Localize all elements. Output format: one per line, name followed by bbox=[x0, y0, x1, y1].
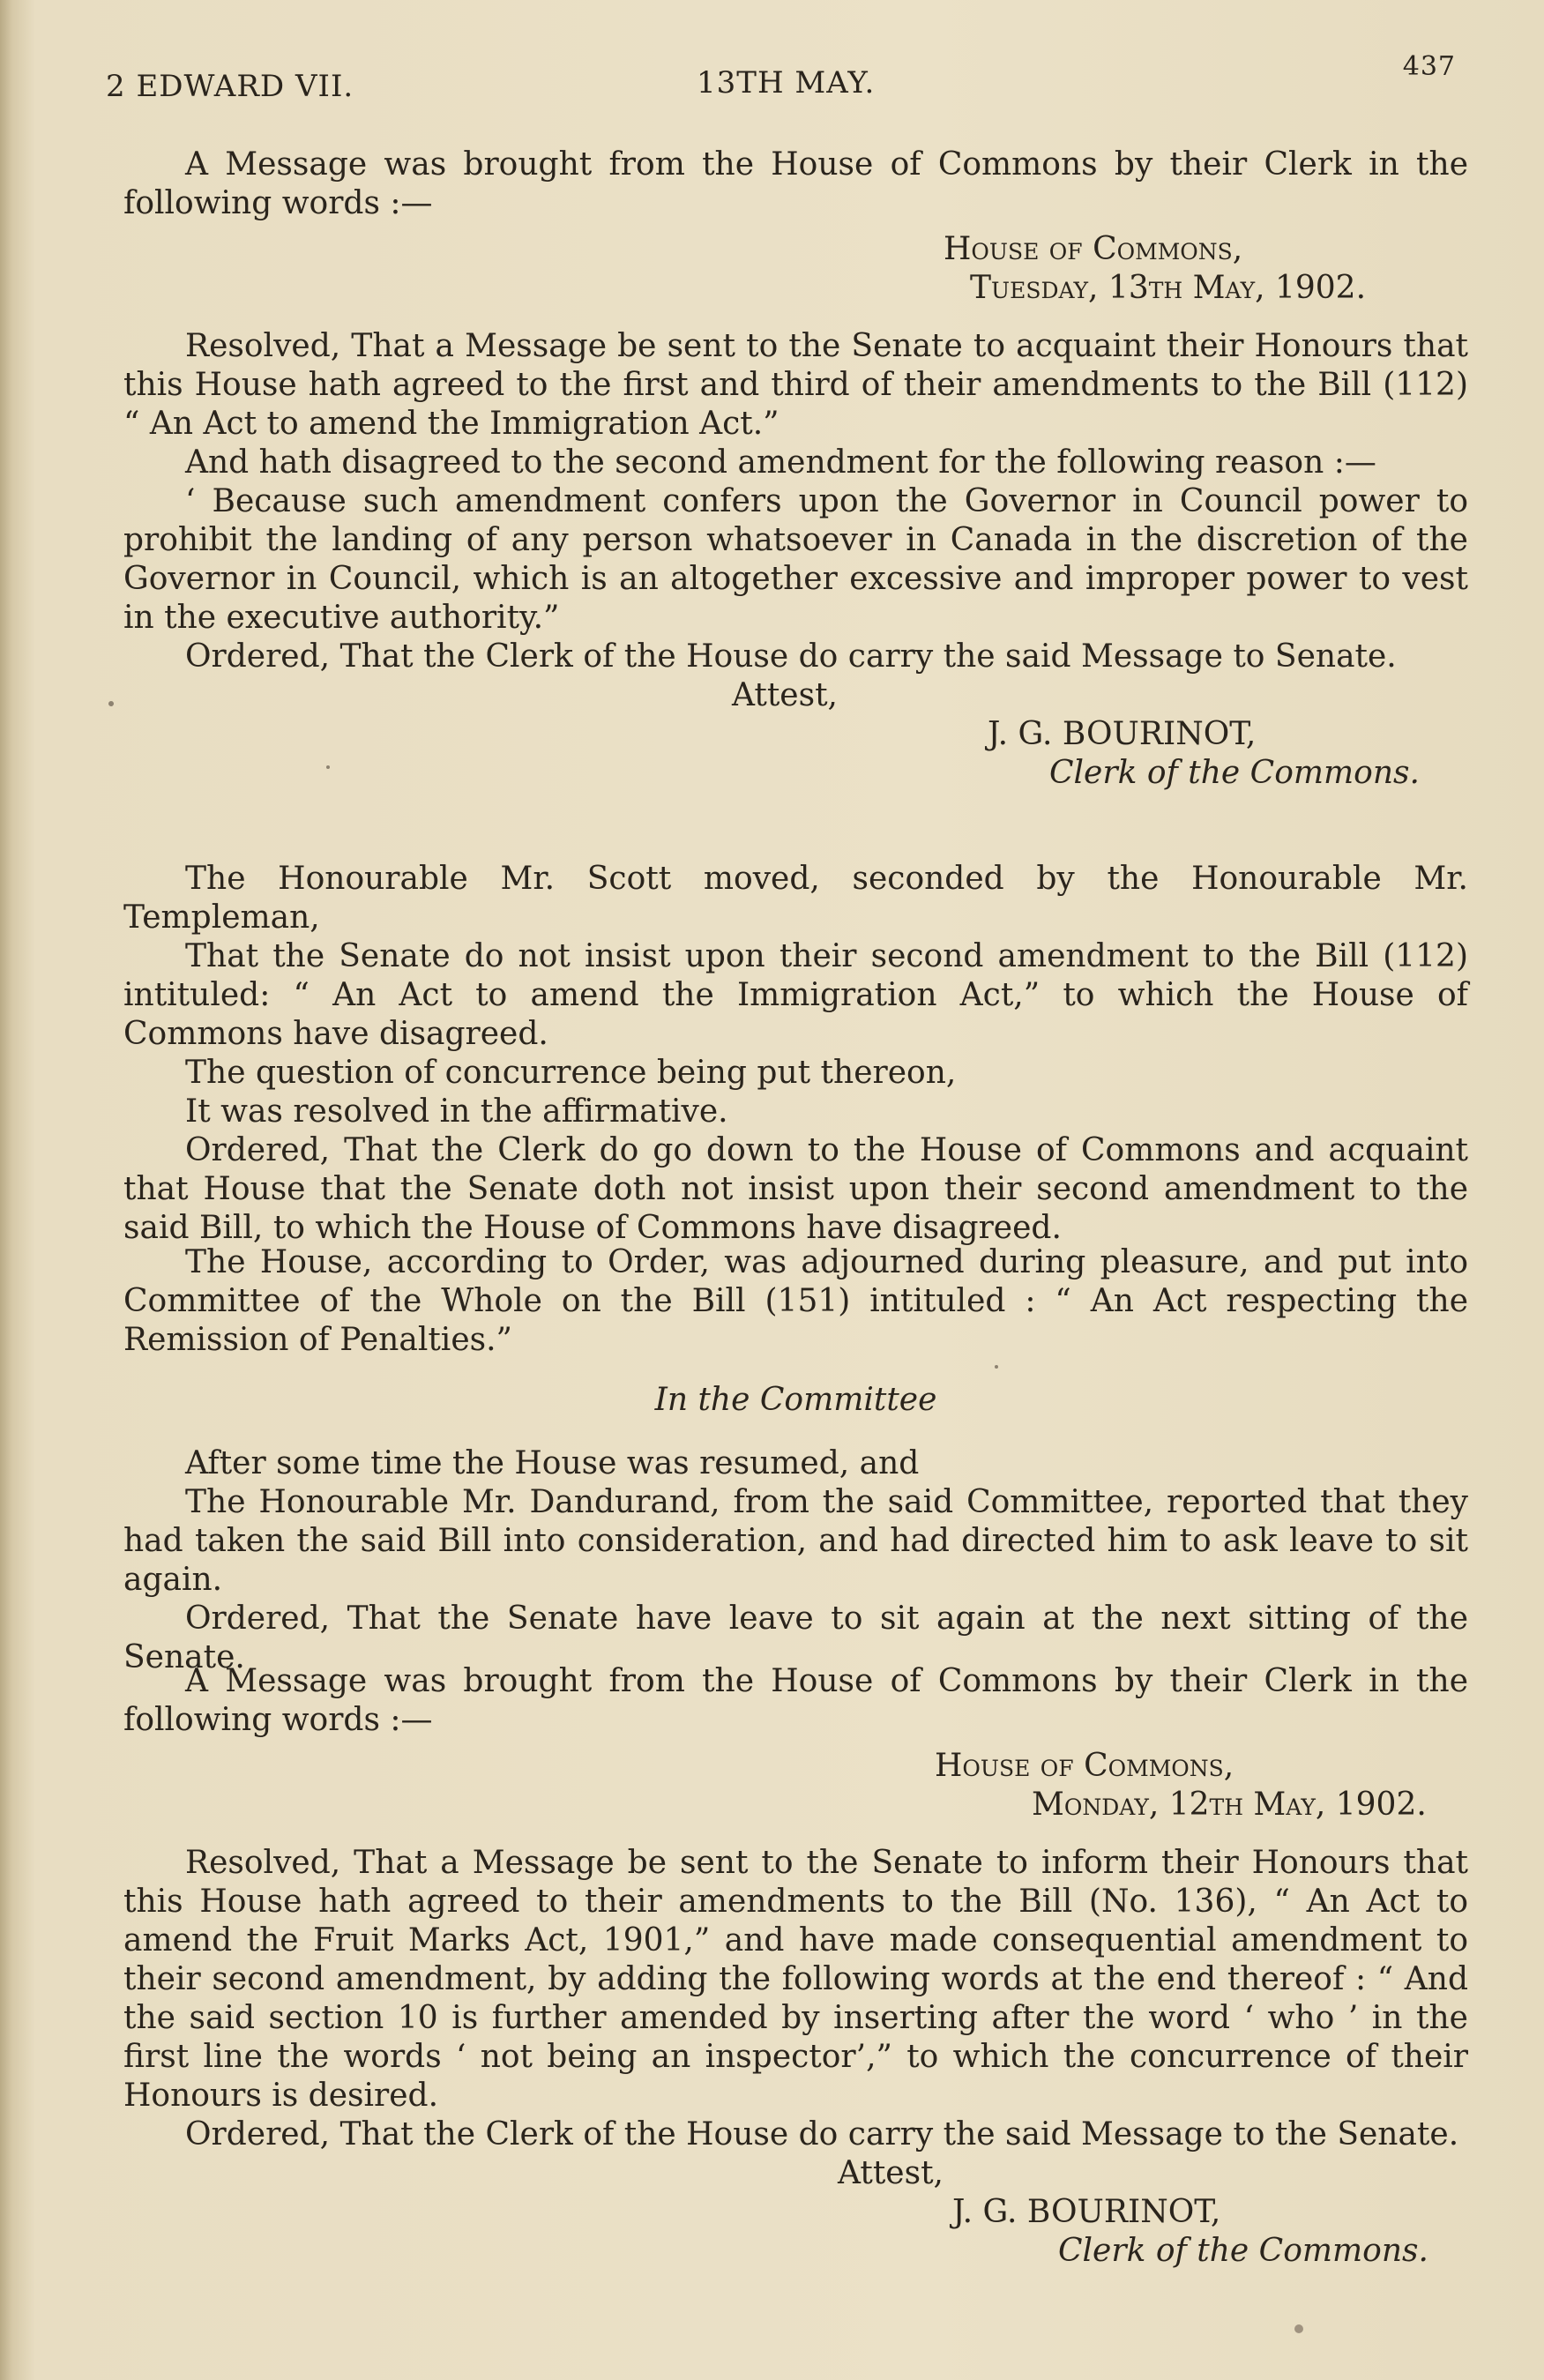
page-number: 437 bbox=[1402, 51, 1456, 82]
header-reign: 2 EDWARD VII. bbox=[106, 69, 354, 104]
message-two-intro: A Message was brought from the House of Commons by their Clerk in the following words :— bbox=[123, 1663, 1468, 1738]
committee-resumed: After some time the House was resumed, and bbox=[185, 1445, 920, 1481]
running-header bbox=[106, 51, 1456, 104]
message-two-signature: J. G. BOURINOT, bbox=[952, 2194, 1221, 2230]
paper-speck bbox=[326, 765, 330, 769]
header-date: 13TH MAY. bbox=[697, 65, 876, 101]
motion-moved: The Honourable Mr. Scott moved, seconded by the Honourable Mr. Templeman, bbox=[123, 861, 1468, 936]
message-one-resolved: Resolved, That a Message be sent to the Senate to acquaint their Honours that this House hath agreed to the first and third of their amendments to the Bill (112) “ An Act to amend the Immigration Act.” bbox=[123, 328, 1468, 442]
message-one-date: Tuesday, 13th May, 1902. bbox=[970, 270, 1367, 306]
message-one bbox=[123, 145, 1468, 793]
message-one-attest: Attest, bbox=[732, 677, 838, 713]
committee-ordered: Ordered, That the Senate have leave to sit again at the next sitting of the Senate. bbox=[123, 1600, 1468, 1675]
paper-speck bbox=[1294, 2324, 1303, 2333]
committee-reported: The Honourable Mr. Dandurand, from the said Committee, reported that they had taken the said Bill into consideration, and had directed him to ask leave to sit again. bbox=[123, 1484, 1468, 1598]
message-one-house: House of Commons, bbox=[944, 231, 1243, 267]
scott-motion bbox=[123, 860, 1468, 1248]
committee-section bbox=[123, 1243, 1468, 1677]
message-two-resolved: Resolved, That a Message be sent to the Senate to inform their Honours that this House hath agreed to their amendments to the Bill (No. 136), “ An Act to amend the Fruit Marks Act, 1901,” and have made consequential amendment to their second amendment, by adding the following words at the end thereof : “ And the said section 10 is further amended by inserting after the word ‘ who ’ in the first line the words ‘ not being an inspector’,” to which the concurrence of their Honours is desired. bbox=[123, 1845, 1468, 2114]
message-one-intro: A Message was brought from the House of Commons by their Clerk in the following words :— bbox=[123, 146, 1468, 221]
message-one-reason: ‘ Because such amendment confers upon the Governor in Council power to prohibit the landing of any person whatsoever in Canada in the discretion of the Governor in Council, which is an altogether excessive and improper power to vest in the executive authority.” bbox=[123, 483, 1468, 636]
paper-speck bbox=[995, 1365, 998, 1369]
message-two bbox=[123, 1662, 1468, 2271]
message-one-clerk-title: Clerk of the Commons. bbox=[1049, 755, 1420, 791]
message-one-ordered: Ordered, That the Clerk of the House do carry the said Message to Senate. bbox=[185, 638, 1397, 675]
motion-resolved: It was resolved in the affirmative. bbox=[185, 1093, 728, 1130]
message-two-ordered: Ordered, That the Clerk of the House do carry the said Message to the Senate. bbox=[185, 2116, 1459, 2152]
committee-heading: In the Committee bbox=[654, 1382, 937, 1418]
message-two-house: House of Commons, bbox=[935, 1748, 1234, 1784]
message-one-disagreed: And hath disagreed to the second amendment for the following reason :— bbox=[185, 444, 1376, 481]
motion-ordered: Ordered, That the Clerk do go down to the House of Commons and acquaint that House that the Senate doth not insist upon their second amendment to the said Bill, to which the House of Commons have disagreed. bbox=[123, 1132, 1468, 1246]
message-two-attest: Attest, bbox=[838, 2155, 944, 2191]
paper-speck bbox=[108, 701, 114, 706]
committee-intro: The House, according to Order, was adjourned during pleasure, and put into Committee of the Whole on the Bill (151) intituled : “ An Act respecting the Remission of Penalties.” bbox=[123, 1244, 1468, 1358]
message-one-signature: J. G. BOURINOT, bbox=[988, 716, 1257, 752]
message-two-date: Monday, 12th May, 1902. bbox=[1032, 1787, 1427, 1823]
message-two-clerk-title: Clerk of the Commons. bbox=[1058, 2233, 1428, 2269]
motion-question: The question of concurrence being put thereon, bbox=[185, 1055, 957, 1091]
motion-that: That the Senate do not insist upon their second amendment to the Bill (112) intituled: “ An Act to amend the Immigration Act,” to which the House of Commons have disagreed. bbox=[123, 938, 1468, 1052]
